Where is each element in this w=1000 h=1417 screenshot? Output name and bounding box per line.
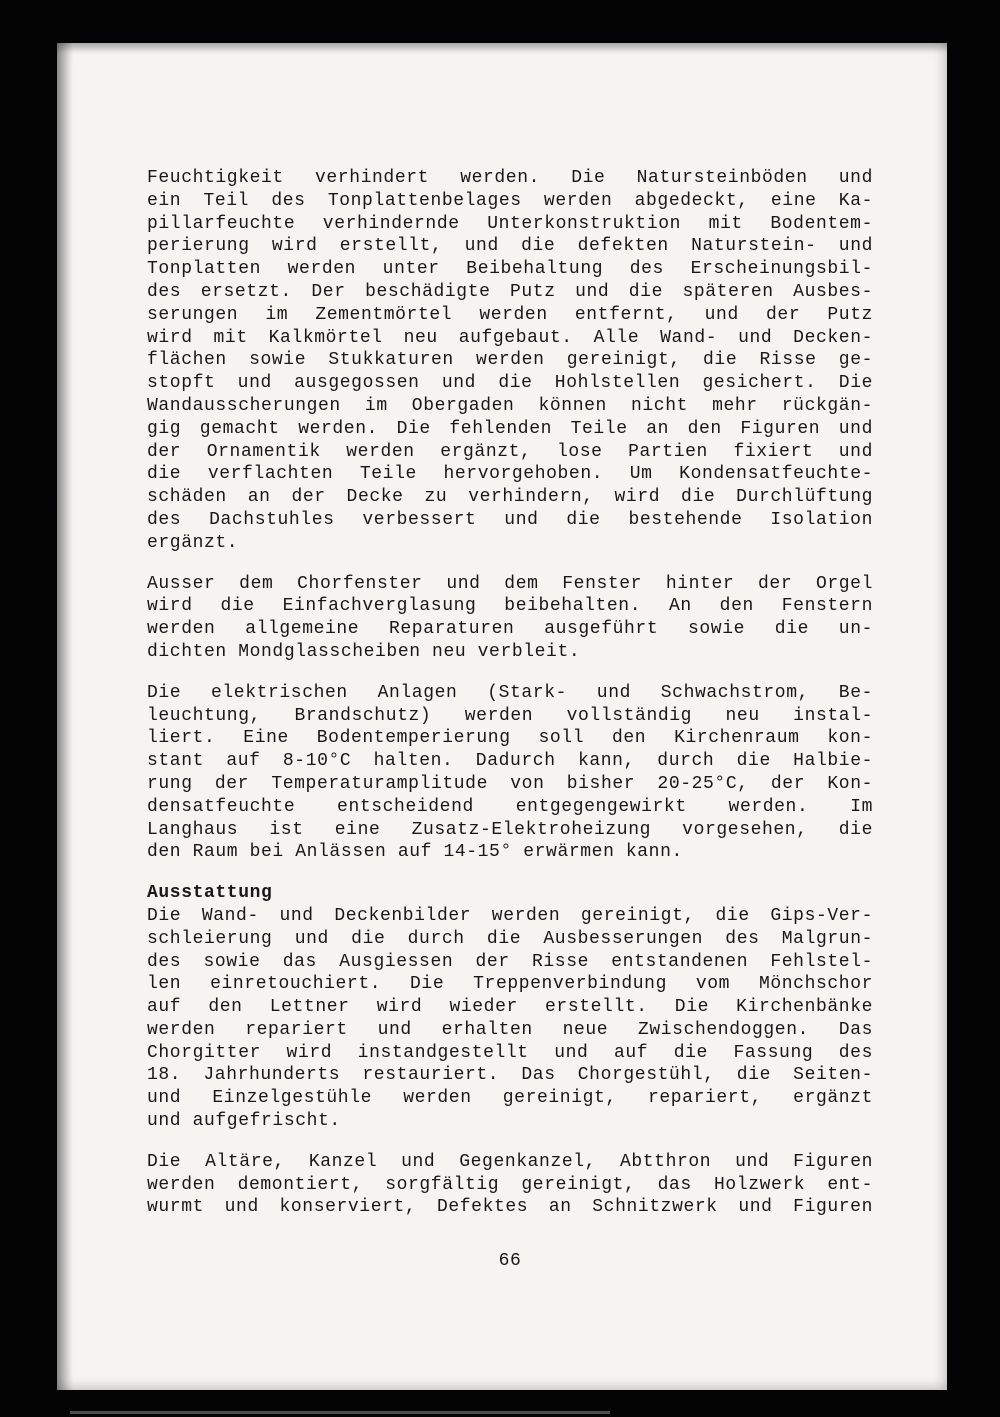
text-line: rung der Temperaturamplitude von bisher 20-25°C, der Kon- [147,773,873,794]
text-line: Die Wand- und Deckenbilder werden gereinigt, die Gips-Ver- [147,905,873,926]
paragraph [147,573,873,664]
text-line: 18. Jahrhunderts restauriert. Das Chorgestühl, die Seiten- [147,1065,873,1086]
paragraph [147,905,873,1133]
text-line: und aufgefrischt. [147,1111,341,1132]
text-line: werden allgemeine Reparaturen ausgeführt sowie die un- [147,619,873,640]
text-line: werden demontiert, sorgfältig gereinigt, das Holzwerk ent- [147,1174,873,1195]
text-line: schleierung und die durch die Ausbesserungen des Malgrun- [147,928,873,949]
text-line: len einretouchiert. Die Treppenverbindung vom Mönchschor [147,974,873,995]
text-line: Langhaus ist eine Zusatz-Elektroheizung vorgesehen, die [147,819,873,840]
text-line: perierung wird erstellt, und die defekten Naturstein- und [147,236,873,257]
text-line: liert. Eine Bodentemperierung soll den Kirchenraum kon- [147,728,873,749]
text-line: Die Altäre, Kanzel und Gegenkanzel, Abtthron und Figuren [147,1151,873,1172]
text-line: Feuchtigkeit verhindert werden. Die Natursteinböden und [147,168,873,188]
text-line: und Einzelgestühle werden gereinigt, repariert, ergänzt [147,1088,873,1109]
text-line: leuchtung, Brandschutz) werden vollständig neu instal- [147,705,873,726]
paragraph [147,682,873,864]
text-line: ein Teil des Tonplattenbelages werden abgedeckt, eine Ka- [147,190,873,211]
text-line: dichten Mondglasscheiben neu verbleit. [147,641,581,662]
scan-artifact [70,1411,610,1414]
text-line: Die elektrischen Anlagen (Stark- und Schwachstrom, Be- [147,682,873,703]
text-line: den Raum bei Anlässen auf 14-15° erwärmen kann. [147,842,683,863]
text-line: des ersetzt. Der beschädigte Putz und die späteren Ausbes- [147,281,873,302]
text-line: werden repariert und erhalten neue Zwischendoggen. Das [147,1019,873,1040]
text-line: stopft und ausgegossen und die Hohlstellen gesichert. Die [147,373,873,394]
paragraph [147,1151,873,1219]
text-line: stant auf 8-10°C halten. Dadurch kann, durch die Halbie- [147,751,873,772]
text-line: Chorgitter wird instandgestellt und auf die Fassung des [147,1042,873,1063]
document-page [57,43,947,1390]
text-line: schäden an der Decke zu verhindern, wird die Durchlüftung [147,487,873,508]
section-heading [147,882,873,905]
text-line: pillarfeuchte verhindernde Unterkonstruktion mit Bodentem- [147,213,873,234]
text-line: des Dachstuhles verbessert und die bestehende Isolation [147,509,873,530]
text-line: flächen sowie Stukkaturen werden gereinigt, die Risse ge- [147,350,873,371]
text-line: der Ornamentik werden ergänzt, lose Partien fixiert und [147,441,873,462]
text-line: gig gemacht werden. Die fehlenden Teile an den Figuren und [147,418,873,439]
text-line: des sowie das Ausgiessen der Risse entstandenen Fehlstel- [147,951,873,972]
text-line: wurmt und konserviert, Defektes an Schnitzwerk und Figuren [147,1197,873,1218]
paragraph [147,167,873,555]
page-body [147,167,873,1237]
text-line: Ausstattung [147,883,273,904]
text-line: Wandausscherungen im Obergaden können nicht mehr rückgän- [147,395,873,416]
text-line: serungen im Zementmörtel werden entfernt, und der Putz [147,304,873,325]
text-line: Ausser dem Chorfenster und dem Fenster hinter der Orgel [147,573,873,594]
text-line: wird die Einfachverglasung beibehalten. An den Fenstern [147,596,873,617]
text-line: ergänzt. [147,532,239,553]
text-line: die verflachten Teile hervorgehoben. Um Kondensatfeuchte- [147,464,873,485]
page-number: 66 [498,1251,522,1271]
text-line: wird mit Kalkmörtel neu aufgebaut. Alle Wand- und Decken- [147,327,873,348]
text-line: auf den Lettner wird wieder erstellt. Die Kirchenbänke [147,997,873,1018]
text-line: densatfeuchte entscheidend entgegengewirkt werden. Im [147,796,873,817]
text-line: Tonplatten werden unter Beibehaltung des Erscheinungsbil- [147,259,873,280]
